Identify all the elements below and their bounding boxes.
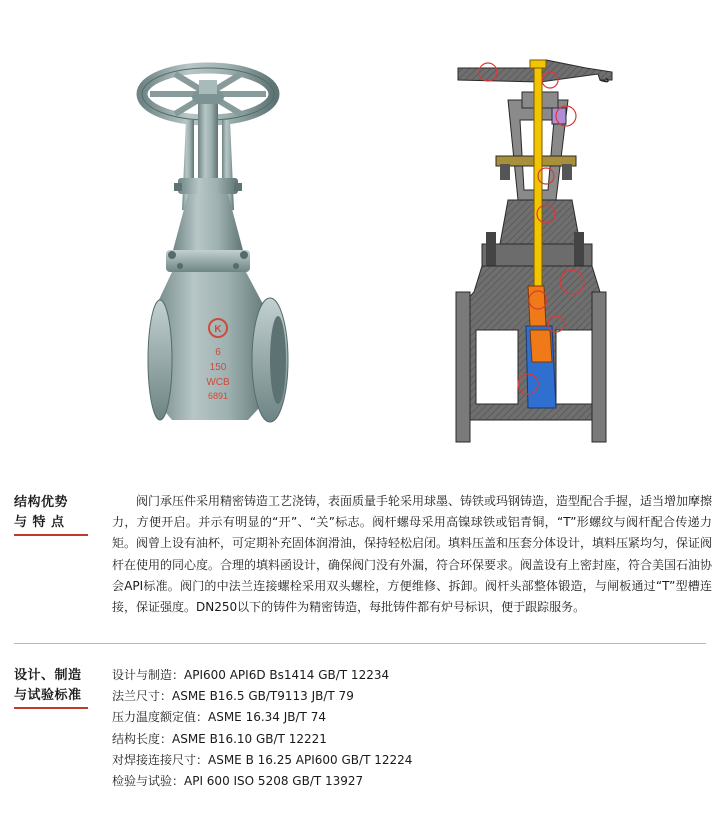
gate-valve-cross-section xyxy=(456,60,612,442)
svg-text:K: K xyxy=(214,324,222,335)
section-title-structure xyxy=(14,493,88,536)
standard-row-design: 设计与制造：API600 API6D Bs1414 GB/T 12234 xyxy=(112,668,390,682)
standard-row-face-to-face: 结构长度：ASME B16.10 GB/T 12221 xyxy=(112,731,327,746)
marking-pressure: 6 xyxy=(215,347,221,358)
section-title-structure-line1: 结构优势 xyxy=(14,495,69,510)
marking-code: 6891 xyxy=(207,391,229,401)
marking-material: WCB xyxy=(206,377,230,388)
section-title-standards-line1: 设计、制造 xyxy=(14,668,82,683)
marking-size: 150 xyxy=(209,362,227,373)
standard-row-butt-weld: 对焊接连接尺寸：ASME B 16.25 API600 GB/T 12224 xyxy=(112,752,413,767)
structure-paragraph: 阀门承压件采用精密铸造工艺浇铸，表面质量手轮采用球墨、铸铁或玛钢铸造，造型配合手握，适当增加摩擦力，方便开启。并示有明显的“开”、“关”标志。阀杆螺母采用高镍球铁或铝青铜，“T”形螺纹与阀杆配合传递力矩。阀曾上设有油杯，可定期补充固体润滑油，保持轻松启闭。填料压盖和压套分体设计，填料压紧均匀，保证阀杆在使用的同心度。合理的填料函设计，确保阀门没有外漏，符合环保要求。阀盖设有上密封座，符合美国石油协会API标准。阀门的中法兰连接螺栓采用双头螺栓，方便维修、拆卸。阀杆头部整体锻造，与闸板通过“T”型槽连接，保证强度。DN250以下的铸件为精密铸造，每批铸件都有炉号标识，便于跟踪服务。 xyxy=(112,494,713,615)
section-title-structure-line2: 与 特 点 xyxy=(14,513,88,536)
standard-row-flange: 法兰尺寸：ASME B16.5 GB/T9113 JB/T 79 xyxy=(112,689,354,704)
section-divider xyxy=(14,643,706,644)
gate-valve-photo xyxy=(142,68,288,422)
section-title-standards xyxy=(14,666,88,709)
standard-row-inspection: 检验与试验：API 600 ISO 5208 GB/T 13927 xyxy=(112,774,364,789)
section-title-standards-line2: 与试验标准 xyxy=(14,686,88,709)
standard-row-pressure-temp: 压力温度额定值：ASME 16.34 JB/T 74 xyxy=(112,710,326,725)
standards-list xyxy=(112,665,412,792)
